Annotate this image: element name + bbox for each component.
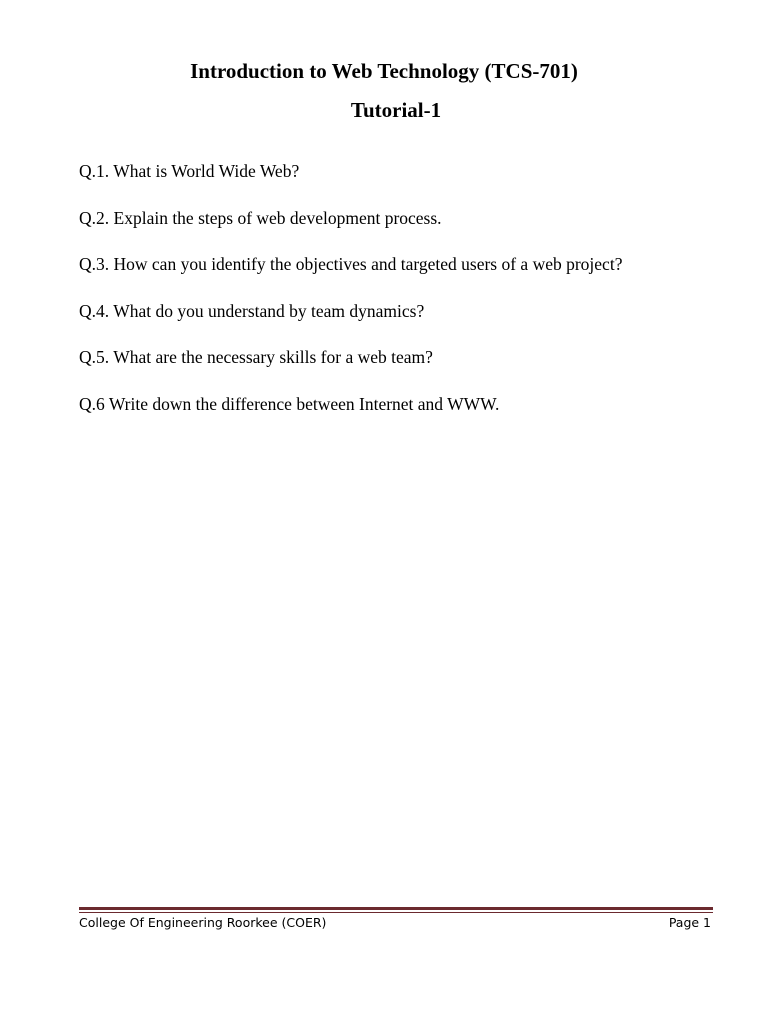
question-item: Q.1. What is World Wide Web? (79, 161, 300, 181)
footer-page-number: Page 1 (668, 915, 711, 930)
question-item: Q.4. What do you understand by team dynamics? (79, 300, 425, 321)
question-item: Q.6 Write down the difference between Internet and WWW. (79, 393, 500, 414)
question-item: Q.3. How can you identify the objectives and targeted users of a web project? (79, 254, 623, 274)
question-item: Q.5. What are the necessary skills for a web team? (79, 347, 433, 367)
document-title: Introduction to Web Technology (TCS-701) (190, 59, 578, 83)
footer-divider-thick (79, 907, 713, 910)
footer-institution: College Of Engineering Roorkee (COER) (79, 915, 327, 930)
question-item: Q.2. Explain the steps of web development process. (79, 207, 442, 228)
tutorial-heading: Tutorial-1 (350, 98, 442, 122)
footer-divider-thin (79, 912, 713, 913)
question-list (79, 160, 622, 439)
